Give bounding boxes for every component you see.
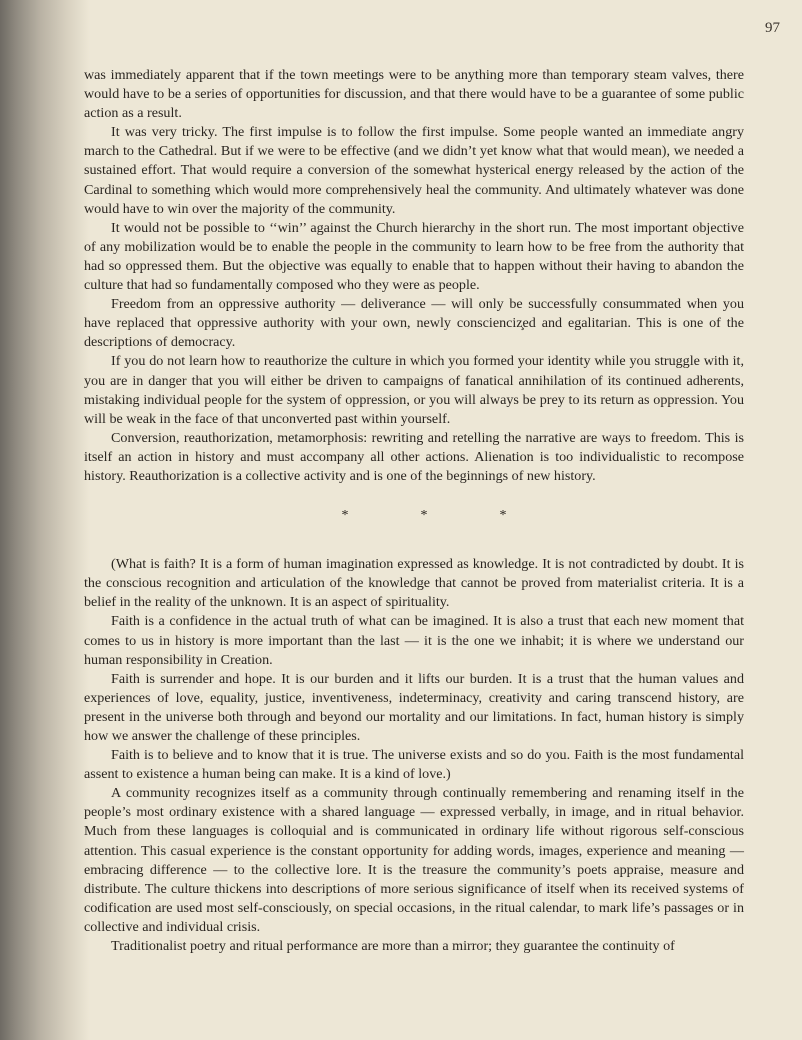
paragraph: Faith is surrender and hope. It is our burden and it lifts our burden. It is a trust that the human values and experiences of love, equality, justice, inventiveness, indeterminacy, creativity and caring transcend history, are present in the universe both through and beyond our mortality and our limitations. In fact, human history is simply how we answer the challenge of these principles. xyxy=(84,670,744,744)
paragraph: It was very tricky. The first impulse is to follow the first impulse. Some people wanted an immediate angry march to the Cathedral. But if we were to be effective (and we didn’t yet know what that would mean), we needed a sustained effort. That would require a conversion of the somewhat hysterical energy released by the action of the Cardinal to something which would more comprehensively heal the community. And ultimately whatever was done would have to win over the majority of the community. xyxy=(84,124,744,217)
section-divider xyxy=(84,506,744,525)
book-gutter-shadow xyxy=(0,0,90,1040)
page-number: 97 xyxy=(765,20,780,36)
paragraph: Faith is to believe and to know that it is true. The universe exists and so do you. Faith is the most fundamental assent to existence a human being can make. It is a kind of love.) xyxy=(84,747,744,783)
body-text xyxy=(84,66,744,956)
paragraph: It would not be possible to ‘‘win’’ against the Church hierarchy in the short run. The most important objective of any mobilization would be to enable the people in the community to learn how to be free from the authority that had so oppressed them. But the objective was equally to enable that to happen without their having to abandon the culture that had so fundamentally composed who they were as people. xyxy=(84,219,744,294)
paragraph: A community recognizes itself as a community through continually remembering and renaming itself in the people’s most ordinary existence with a shared language — expressed verbally, in image, and in ritual behavior. Much from these languages is colloquial and is communicated in ordinary life without rigorous self-conscious attention. This casual experience is the constant opportunity for adding words, images, experience and meaning — embracing difference — to the collective lore. It is the treasure the community’s poets appraise, measure and distribute. The culture thickens into descriptions of more serious significance of itself when its received systems of codification are used most self-consciously, on special occasions, in the ritual calendar, to mark life’s passages or in collective and individual crisis. xyxy=(84,785,744,935)
divider-star: * xyxy=(420,508,428,524)
paragraph: Traditionalist poetry and ritual performance are more than a mirror; they guarantee the continuity of xyxy=(111,938,675,955)
paragraph: was immediately apparent that if the town meetings were to be anything more than temporary steam valves, there would have to be a series of opportunities for discussion, and that there would have to be a guarantee of some public action as a result. xyxy=(84,67,744,122)
paragraph: (What is faith? It is a form of human imagination expressed as knowledge. It is not contradicted by doubt. It is the conscious recognition and articulation of the knowledge that cannot be proved from materialist criteria. It is a belief in the reality of the unknown. It is an aspect of spirituality. xyxy=(84,556,744,611)
divider-star: * xyxy=(341,508,349,524)
paragraph: Conversion, reauthorization, metamorphosis: rewriting and retelling the narrative are ways to freedom. This is itself an action in history and must accompany all other actions. Alienation is too individualistic to recompose history. Reauthorization is a collective activity and is one of the beginnings of new history. xyxy=(84,429,744,484)
divider-star: * xyxy=(499,508,507,524)
paragraph: Faith is a confidence in the actual truth of what can be imagined. It is also a trust that each new moment that comes to us in history is more important than the last — it is the one we inhabit; it is where we understand our human responsibility in Creation. xyxy=(84,613,744,668)
paragraph: If you do not learn how to reauthorize the culture in which you formed your identity while you struggle with it, you are in danger that you will either be driven to campaigns of fanatical annihilation of its continued adherents, mistaking individual people for the system of oppression, or you will always be prey to its return as oppression. You will be weak in the face of that unconverted past within yourself. xyxy=(84,353,744,427)
paragraph: Freedom from an oppressive authority — deliverance — will only be successfully consummated when you have replaced that oppressive authority with your own, newly conscienciz̧ed and egalitarian. This is one of the descriptions of democracy. xyxy=(84,296,744,351)
